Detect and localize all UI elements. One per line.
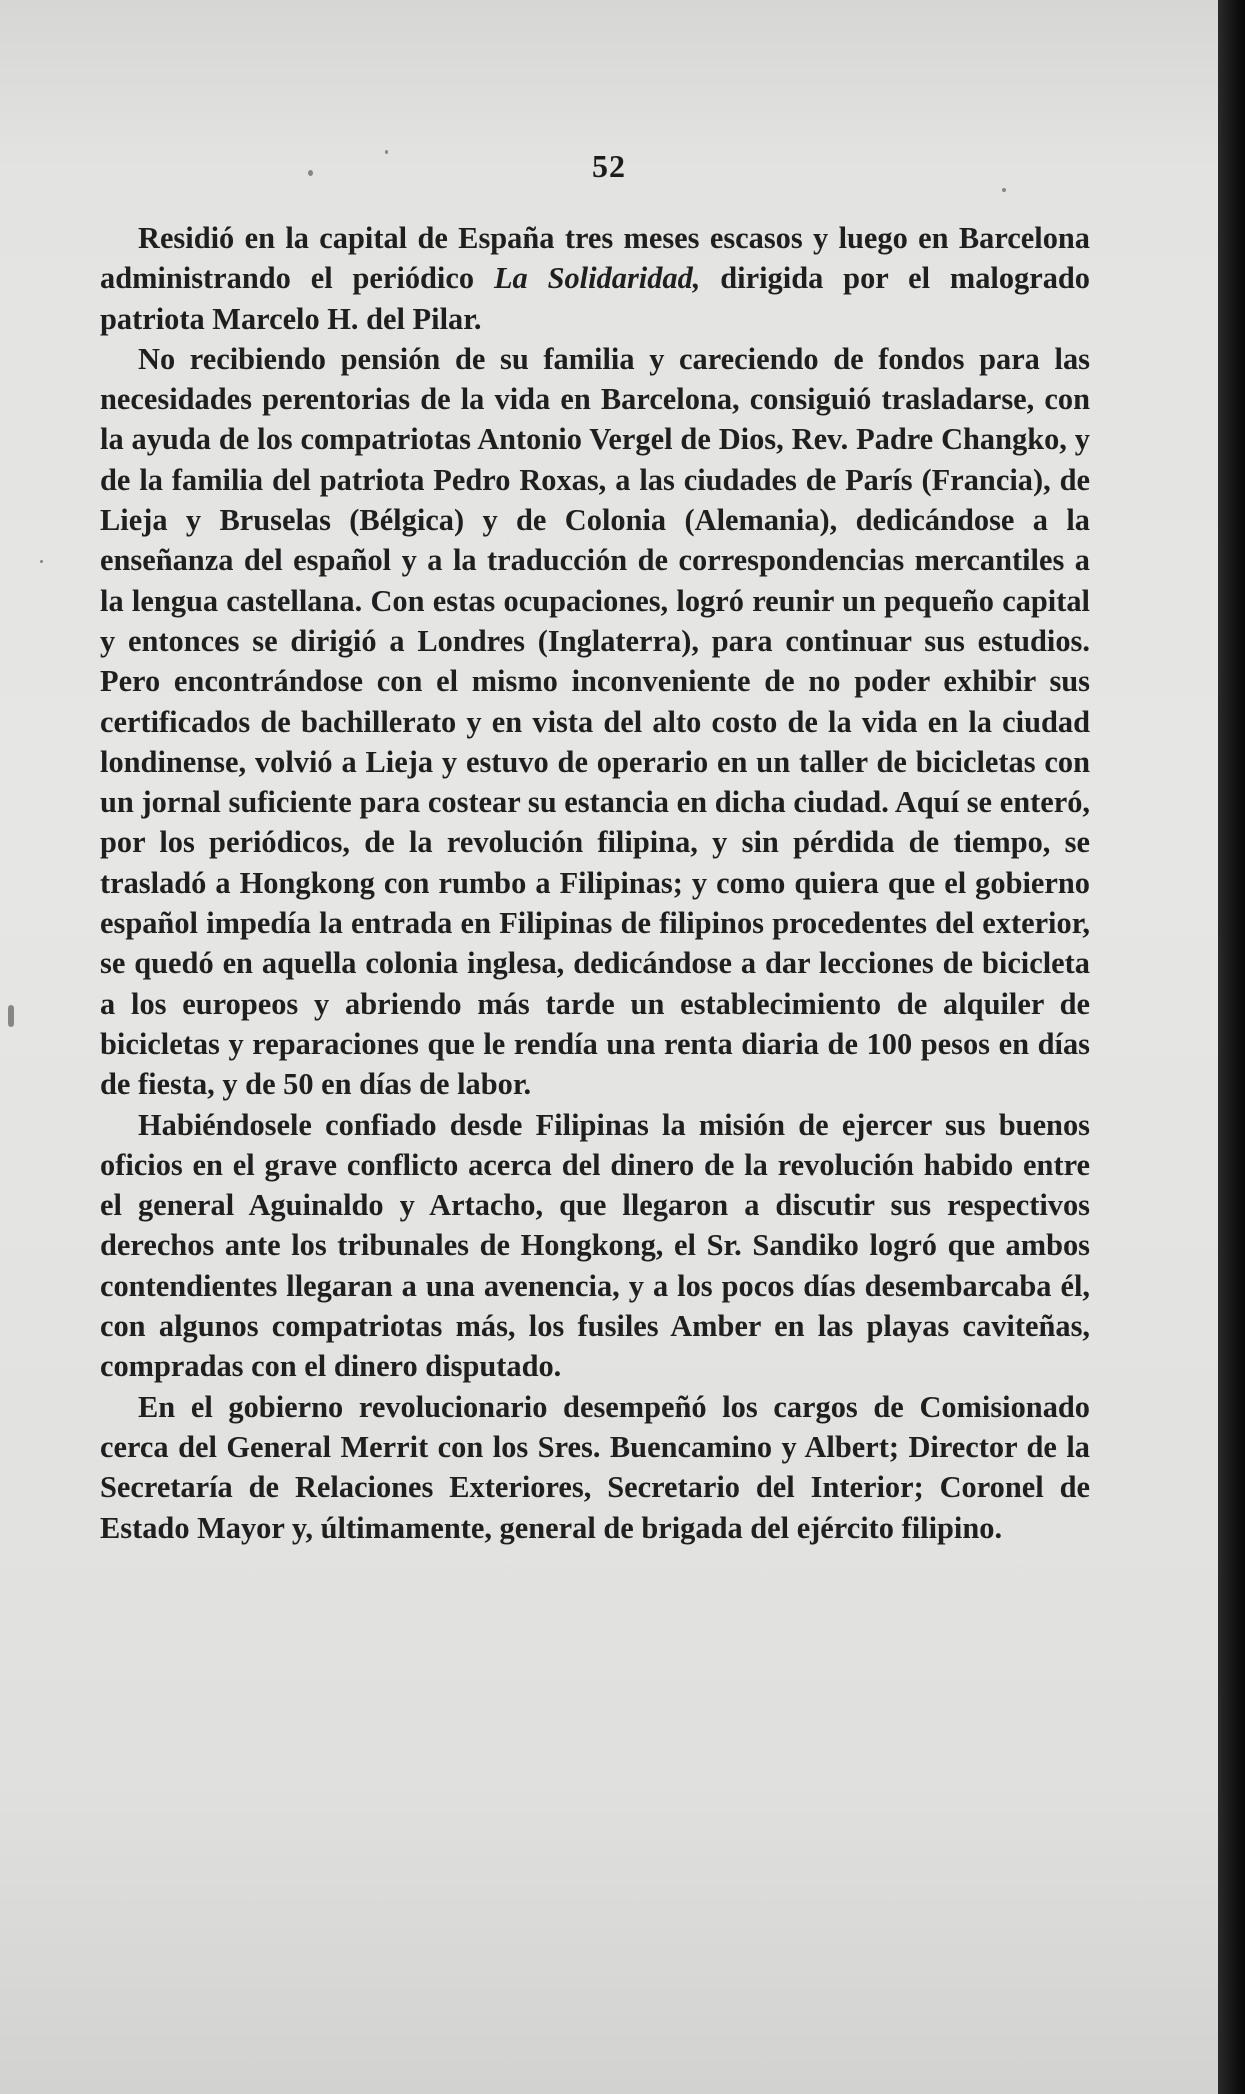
paragraph — [100, 1387, 1090, 1548]
speck — [40, 560, 43, 563]
newspaper-title: La Solidaridad, — [493, 261, 701, 296]
paragraph — [100, 1105, 1090, 1387]
paragraph — [100, 218, 1090, 339]
book-spine-edge — [1218, 0, 1245, 2094]
paragraph-text: Residió en la capital de España tres meses escasos y luego en Barcelona administrando el periódico — [100, 221, 1090, 296]
paragraph-text: No recibiendo pensión de su familia y careciendo de fondos para las necesidades perentorias de la vida en Barcelona, consiguió trasladarse, con la ayuda de los compatriotas Antonio Vergel de Dios, Rev. Padre Changko, y de la familia del patriota Pedro Roxas, a las ciudades de París (Francia), de Lieja y Bruselas (Bélgica) y de Colonia (Alemania), dedicándose a la enseñanza del español y a la traducción de correspondencias mercantiles a la lengua castellana. Con estas ocupaciones, logró reunir un pequeño capital y entonces se dirigió a Londres (Inglaterra), para continuar sus estudios. Pero encontrándose con el mismo inconveniente de no poder exhibir sus certificados de bachillerato y en vista del alto costo de la vida en la ciudad londinense, volvió a Lieja y estuvo de operario en un taller de bicicletas con un jornal suficiente para costear su estancia en dicha ciudad. Aquí se enteró, por los periódicos, de la revolución filipina, y sin pérdida de tiempo, se trasladó a Hongkong con rumbo a Filipinas; y como quiera que el gobierno español impedía la entrada en Filipinas de filipinos procedentes del exterior, se quedó en aquella colonia inglesa, dedicándose a dar lecciones de bicicleta a los europeos y abriendo más tarde un establecimiento de alquiler de bicicletas y reparaciones que le rendía una renta diaria de 100 pesos en días de fiesta, y de 50 en días de labor. — [100, 341, 1090, 1102]
paragraph — [100, 339, 1090, 1105]
paragraph-text: Habiéndosele confiado desde Filipinas la misión de ejercer sus buenos oficios en el grave conflicto acerca del dinero de la revolución habido entre el general Aguinaldo y Artacho, que llegaron a discutir sus respectivos derechos ante los tribunales de Hongkong, el Sr. Sandiko logró que ambos contendientes llegaran a una avenencia, y a los pocos días desembarcaba él, con algunos compatriotas más, los fusiles Amber en las playas caviteñas, compradas con el dinero disputado. — [100, 1107, 1090, 1384]
page-number: 52 — [592, 148, 626, 184]
body-text — [100, 218, 1090, 1548]
paragraph-text: En el gobierno revolucionario desempeñó los cargos de Comisionado cerca del General Merrit con los Sres. Buencamino y Albert; Director de la Secretaría de Relaciones Exteriores, Secretario del Interior; Coronel de Estado Mayor y, últimamente, general de brigada del ejército filipino. — [100, 1389, 1090, 1545]
speck — [1002, 188, 1006, 192]
speck — [8, 1005, 14, 1027]
paragraph-text: dirigida por el malogrado patriota Marcelo H. del Pilar. — [100, 261, 1091, 336]
